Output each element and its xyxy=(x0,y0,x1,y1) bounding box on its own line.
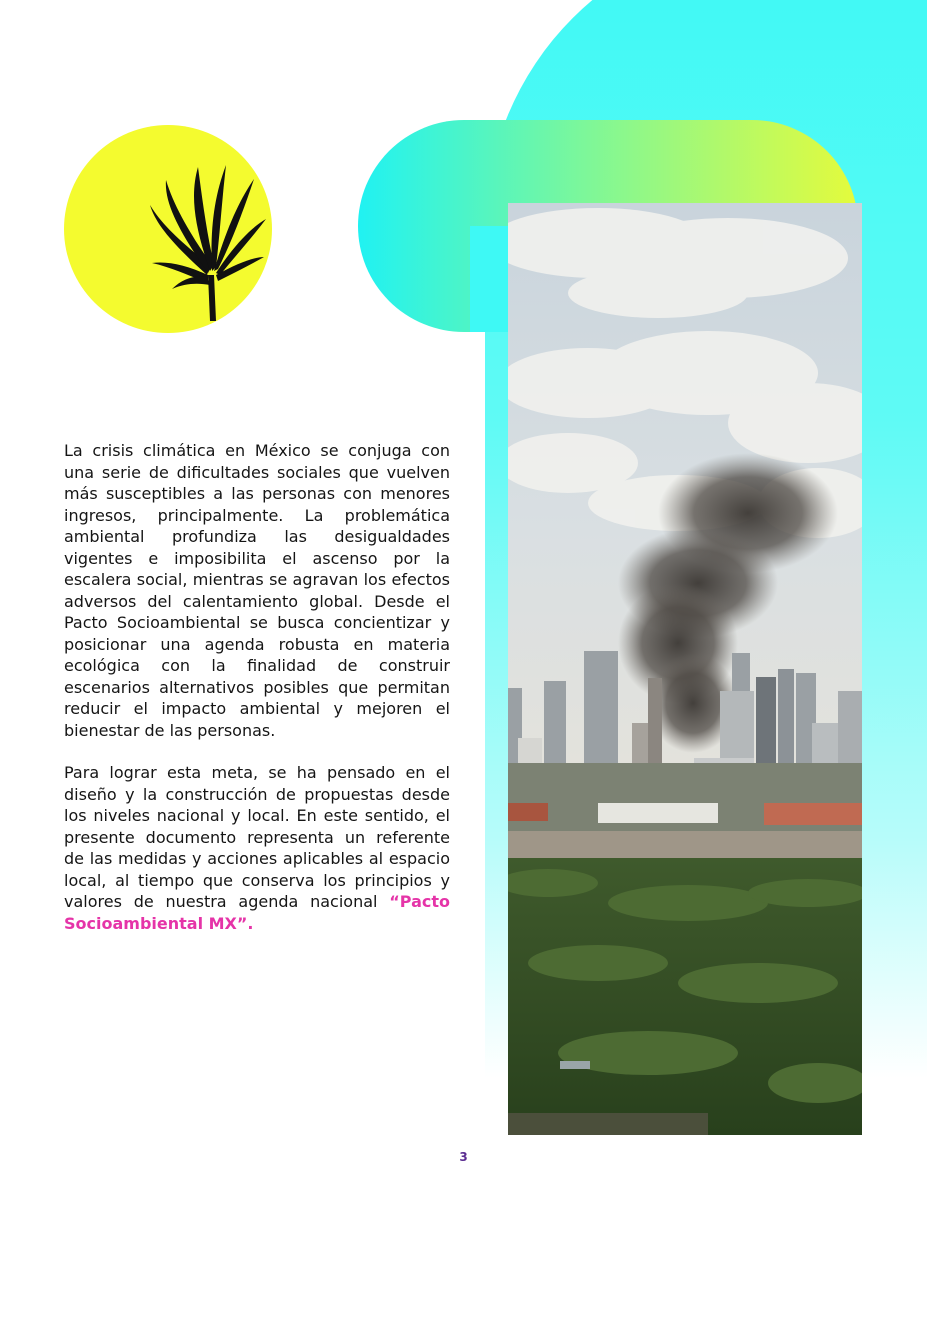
page-number: 3 xyxy=(459,1150,468,1164)
city-smoke-photo xyxy=(508,203,862,1135)
body-text xyxy=(64,440,450,955)
yellow-circle xyxy=(64,125,272,333)
paragraph-2-text: Para lograr esta meta, se ha pensado en el diseño y la construcción de propuestas desde los niveles nacional y local. En este sentido, el presente documento representa un referente de las medidas y acciones aplicables al espacio local, al tiempo que conserva los principios y valores de nuestra agenda nacional xyxy=(64,763,450,911)
paragraph-2 xyxy=(64,762,450,934)
pacto-highlight: “Pacto Socioambiental MX”. xyxy=(64,892,450,933)
paragraph-1: La crisis climática en México se conjuga con una serie de dificultades sociales que vuelven más susceptibles a las personas con menores ingresos, principalmente. La problemática ambiental profundiza las desigualdades vigentes e imposibilita el ascenso por la escalera social, mientras se agravan los efectos adversos del calentamiento global. Desde el Pacto Socioambiental se busca concientizar y posicionar una agenda robusta en materia ecológica con la finalidad de construir escenarios alternativos posibles que permitan reducir el impacto ambiental y mejoren el bienestar de las personas. xyxy=(64,441,450,740)
palm-tree-icon xyxy=(64,125,272,333)
